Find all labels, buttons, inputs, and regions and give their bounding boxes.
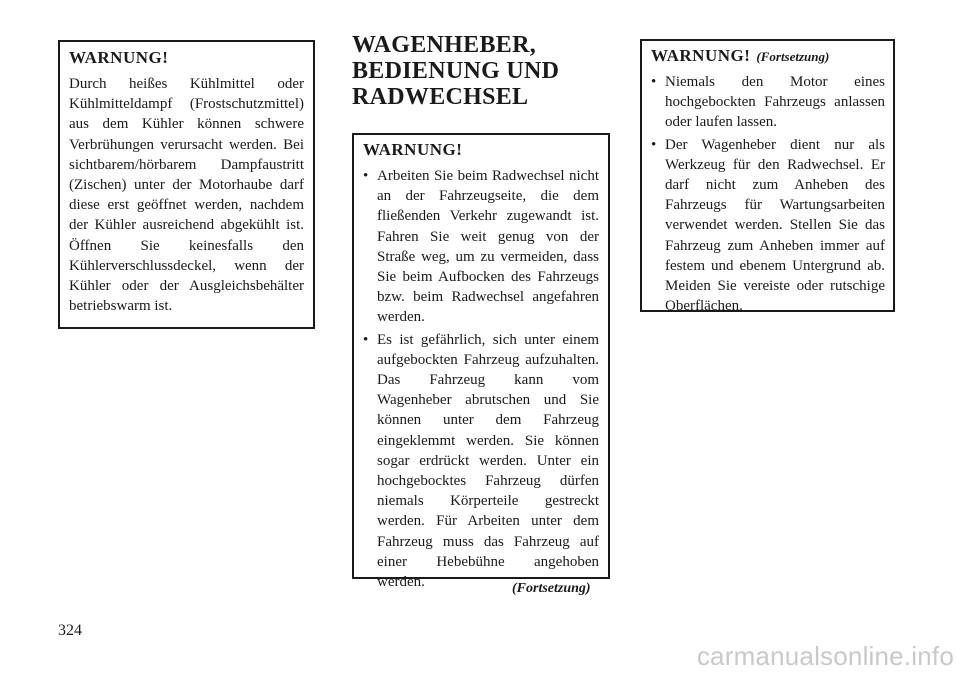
warning-list-item <box>651 135 885 317</box>
bullet-icon: • <box>363 168 369 184</box>
warning-item-text: Der Wagenheber dient nur als Werkzeug für den Radwechsel. Er darf nicht zum Anheben des Fahrzeugs für Wartungsarbeiten verwendet werden. Stellen Sie das Fahrzeug zum Anheben immer auf festem und ebenem Untergrund ab. Meiden Sie vereiste oder rutschige Oberflächen. <box>665 136 885 315</box>
warning-title-row <box>651 46 885 66</box>
warning-box-coolant <box>58 40 315 329</box>
bullet-icon: • <box>363 331 369 348</box>
page-number: 324 <box>58 622 82 639</box>
continued-label: (Fortsetzung) <box>512 581 591 596</box>
bullet-icon: • <box>651 74 657 90</box>
warning-title: WARNUNG! <box>69 48 169 67</box>
warning-box-jack-continued <box>640 39 895 315</box>
warning-text: Durch heißes Kühlmittel oder Kühlmitteldampf (Frostschutzmittel) aus dem Kühler können schwere Verbrühungen verursacht werden. Bei sichtbarem/hörbarem Dampfaustritt (Zischen) unter der Motorhaube darf diese erst geöffnet werden, nachdem der Kühler ausreichend abgekühlt ist. Öffnen Sie keinesfalls den Kühlerverschlussdeckel, wenn der Kühler oder der Ausgleichsbehälter betriebswarm ist. <box>69 76 304 315</box>
section-heading: WAGENHEBER, BEDIENUNG UND RADWECHSEL <box>352 32 560 110</box>
watermark: carmanualsonline.info <box>696 641 954 671</box>
warning-list-item <box>363 166 599 328</box>
warning-list <box>651 72 885 316</box>
bullet-icon: • <box>651 136 657 153</box>
continued-label: (Fortsetzung) <box>756 49 830 64</box>
warning-item-text: Arbeiten Sie beim Radwechsel nicht an der Fahrzeugseite, die dem fließenden Verkehr zugewandt ist. Fahren Sie weit genug von der Straße weg, um zu vermeiden, dass Sie beim Aufbocken des Fahrzeugs bzw. beim Radwechsel angefahren werden. <box>377 168 599 326</box>
warning-list-item <box>651 72 885 133</box>
warning-item-text: Es ist gefährlich, sich unter einem aufgebockten Fahrzeug aufzuhalten. Das Fahrzeug kann vom Wagenheber abrutschen und Sie können unter dem Fahrzeug eingeklemmt werden. Sie können sogar erdrückt werden. Unter ein hochgebocktes Fahrzeug dürfen niemals Körperteile gestreckt werden. Für Arbeiten unter dem Fahrzeug muss das Fahrzeug auf einer Hebebühne angehoben werden. <box>377 331 599 591</box>
warning-list-item <box>363 330 599 593</box>
warning-title: WARNUNG! <box>363 140 463 159</box>
warning-title: WARNUNG! <box>651 46 751 65</box>
warning-list <box>363 166 599 592</box>
warning-item-text: Niemals den Motor eines hochgebockten Fahrzeugs anlassen oder laufen lassen. <box>665 74 885 131</box>
